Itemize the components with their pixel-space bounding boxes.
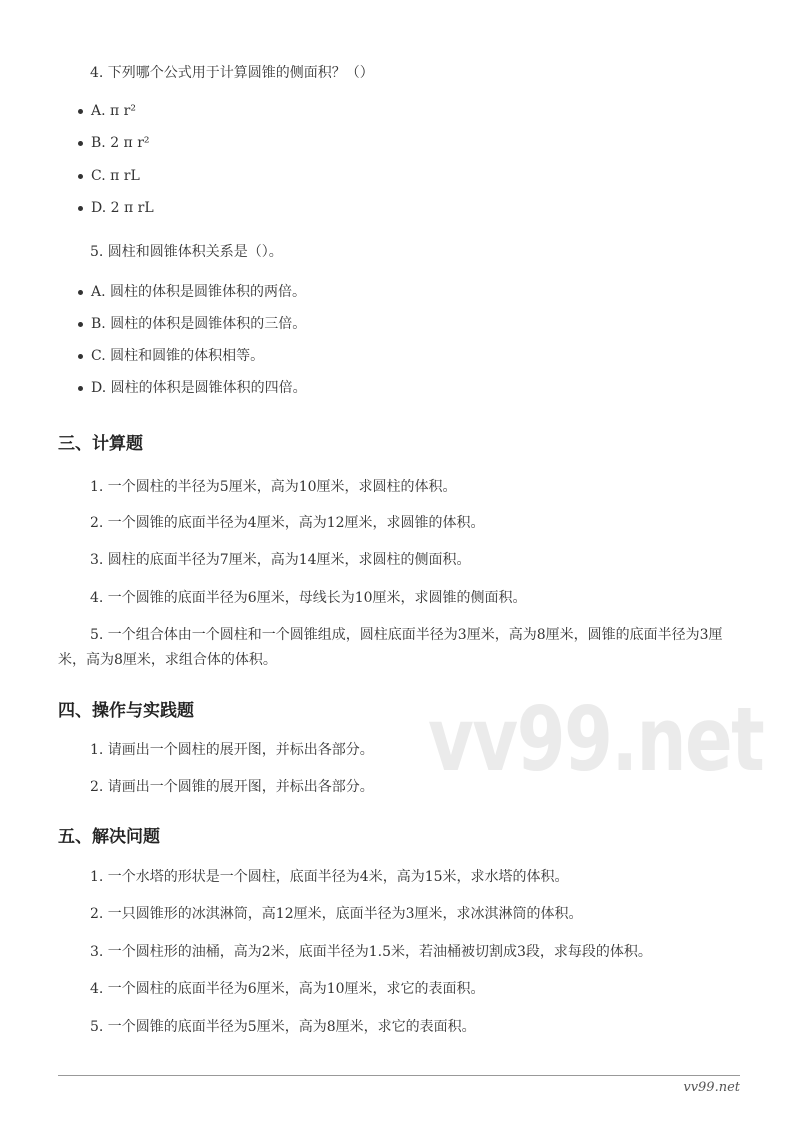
option-text: B. 圆柱的体积是圆锥体积的三倍。 <box>91 316 307 332</box>
option-a <box>78 102 136 120</box>
bullet-icon <box>78 109 83 114</box>
option-text: A. 圆柱的体积是圆锥体积的两倍。 <box>91 284 307 300</box>
option-text: A. π r² <box>91 103 136 119</box>
question-item: 1. 一个圆柱的半径为5厘米，高为10厘米，求圆柱的体积。 <box>90 479 457 495</box>
question-5: 5. 圆柱和圆锥体积关系是（）。 <box>90 244 283 260</box>
question-item: 1. 一个水塔的形状是一个圆柱，底面半径为4米，高为15米，求水塔的体积。 <box>90 869 569 885</box>
section-heading: 三、计算题 <box>58 434 143 454</box>
bullet-icon <box>78 322 83 327</box>
option-text: D. 2 π rL <box>91 200 154 216</box>
option-b <box>78 134 150 152</box>
bullet-icon <box>78 174 83 179</box>
bullet-icon <box>78 141 83 146</box>
question-item: 2. 一个圆锥的底面半径为4厘米，高为12厘米，求圆锥的体积。 <box>90 515 485 531</box>
option-d <box>78 199 154 217</box>
option-a <box>78 283 306 301</box>
option-b <box>78 315 306 333</box>
question-item: 5. 一个圆锥的底面半径为5厘米，高为8厘米，求它的表面积。 <box>90 1019 476 1035</box>
question-item: 2. 请画出一个圆锥的展开图，并标出各部分。 <box>90 779 374 795</box>
question-4: 4. 下列哪个公式用于计算圆锥的侧面积？（） <box>90 65 374 81</box>
question-item: 4. 一个圆柱的底面半径为6厘米，高为10厘米，求它的表面积。 <box>90 981 485 997</box>
bullet-icon <box>78 354 83 359</box>
footer-site: vv99.net <box>683 1080 740 1095</box>
section-heading: 五、解决问题 <box>58 827 160 847</box>
question-item: 2. 一只圆锥形的冰淇淋筒，高12厘米，底面半径为3厘米，求冰淇淋筒的体积。 <box>90 906 583 922</box>
option-c <box>78 347 264 365</box>
bullet-icon <box>78 386 83 391</box>
option-c <box>78 167 140 185</box>
footer-divider <box>58 1075 740 1076</box>
option-text: D. 圆柱的体积是圆锥体积的四倍。 <box>91 380 307 396</box>
option-text: B. 2 π r² <box>91 135 150 151</box>
option-text: C. 圆柱和圆锥的体积相等。 <box>91 348 265 364</box>
question-item: 5. 一个组合体由一个圆柱和一个圆锥组成，圆柱底面半径为3厘米，高为8厘米，圆锥的底面半径为3厘米，高为8厘米，求组合体的体积。 <box>58 627 723 668</box>
watermark: vv99.net <box>428 688 764 791</box>
bullet-icon <box>78 290 83 295</box>
question-item: 1. 请画出一个圆柱的展开图，并标出各部分。 <box>90 742 374 758</box>
question-item: 4. 一个圆锥的底面半径为6厘米，母线长为10厘米，求圆锥的侧面积。 <box>90 590 527 606</box>
question-item: 3. 圆柱的底面半径为7厘米，高为14厘米，求圆柱的侧面积。 <box>90 552 471 568</box>
section-heading: 四、操作与实践题 <box>58 701 194 721</box>
option-text: C. π rL <box>91 168 140 184</box>
bullet-icon <box>78 206 83 211</box>
option-d <box>78 379 307 397</box>
question-item: 3. 一个圆柱形的油桶，高为2米，底面半径为1.5米，若油桶被切割成3段，求每段的体积。 <box>90 944 652 960</box>
